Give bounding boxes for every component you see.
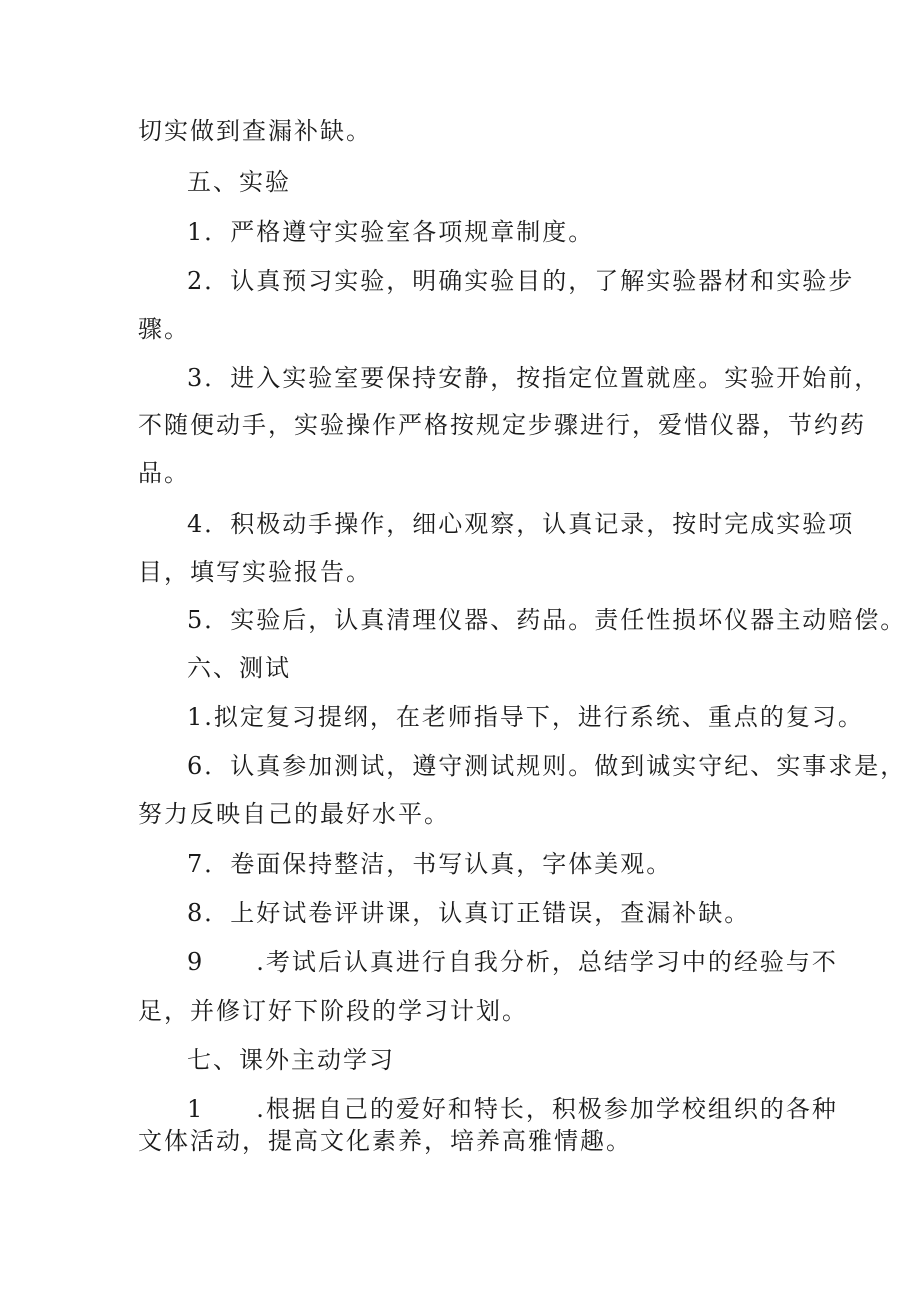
list-item-test-9: 9 .考试后认真进行自我分析，总结学习中的经验与不 xyxy=(187,948,838,976)
list-item-test-9-cont: 足，并修订好下阶段的学习计划。 xyxy=(138,997,528,1025)
list-item-exp-3: 3．进入实验室要保持安静，按指定位置就座。实验开始前， xyxy=(187,364,881,392)
section-heading-experiment: 五、实验 xyxy=(187,168,291,196)
list-item-test-1: 1.拟定复习提纲，在老师指导下，进行系统、重点的复习。 xyxy=(187,703,864,731)
list-item-exp-3-cont-2: 品。 xyxy=(138,459,190,487)
list-item-extra-1: 1 .根据自己的爱好和特长，积极参加学校组织的各种 xyxy=(187,1095,838,1123)
list-item-exp-2-cont: 骤。 xyxy=(138,315,190,343)
list-item-test-7: 7．卷面保持整洁，书写认真，字体美观。 xyxy=(187,850,673,878)
list-item-exp-1: 1．严格遵守实验室各项规章制度。 xyxy=(187,218,595,246)
list-item-test-6: 6．认真参加测试，遵守测试规则。做到诚实守纪、实事求是， xyxy=(187,752,907,780)
section-heading-test: 六、测试 xyxy=(187,654,291,682)
text-line-continuation: 切实做到查漏补缺。 xyxy=(138,117,372,145)
list-item-exp-5: 5．实验后，认真清理仪器、药品。责任性损坏仪器主动赔偿。 xyxy=(187,606,907,634)
list-item-extra-1-cont: 文体活动，提高文化素养，培养高雅情趣。 xyxy=(138,1127,632,1155)
section-heading-extracurricular: 七、课外主动学习 xyxy=(187,1046,395,1074)
list-item-test-6-cont: 努力反映自己的最好水平。 xyxy=(138,800,450,828)
list-item-exp-3-cont-1: 不随便动手，实验操作严格按规定步骤进行，爱惜仪器，节约药 xyxy=(138,411,866,439)
list-item-exp-2: 2．认真预习实验，明确实验目的，了解实验器材和实验步 xyxy=(187,267,855,295)
list-item-test-8: 8．上好试卷评讲课，认真订正错误，查漏补缺。 xyxy=(187,899,751,927)
list-item-exp-4: 4．积极动手操作，细心观察，认真记录，按时完成实验项 xyxy=(187,510,855,538)
list-item-exp-4-cont: 目，填写实验报告。 xyxy=(138,558,372,586)
